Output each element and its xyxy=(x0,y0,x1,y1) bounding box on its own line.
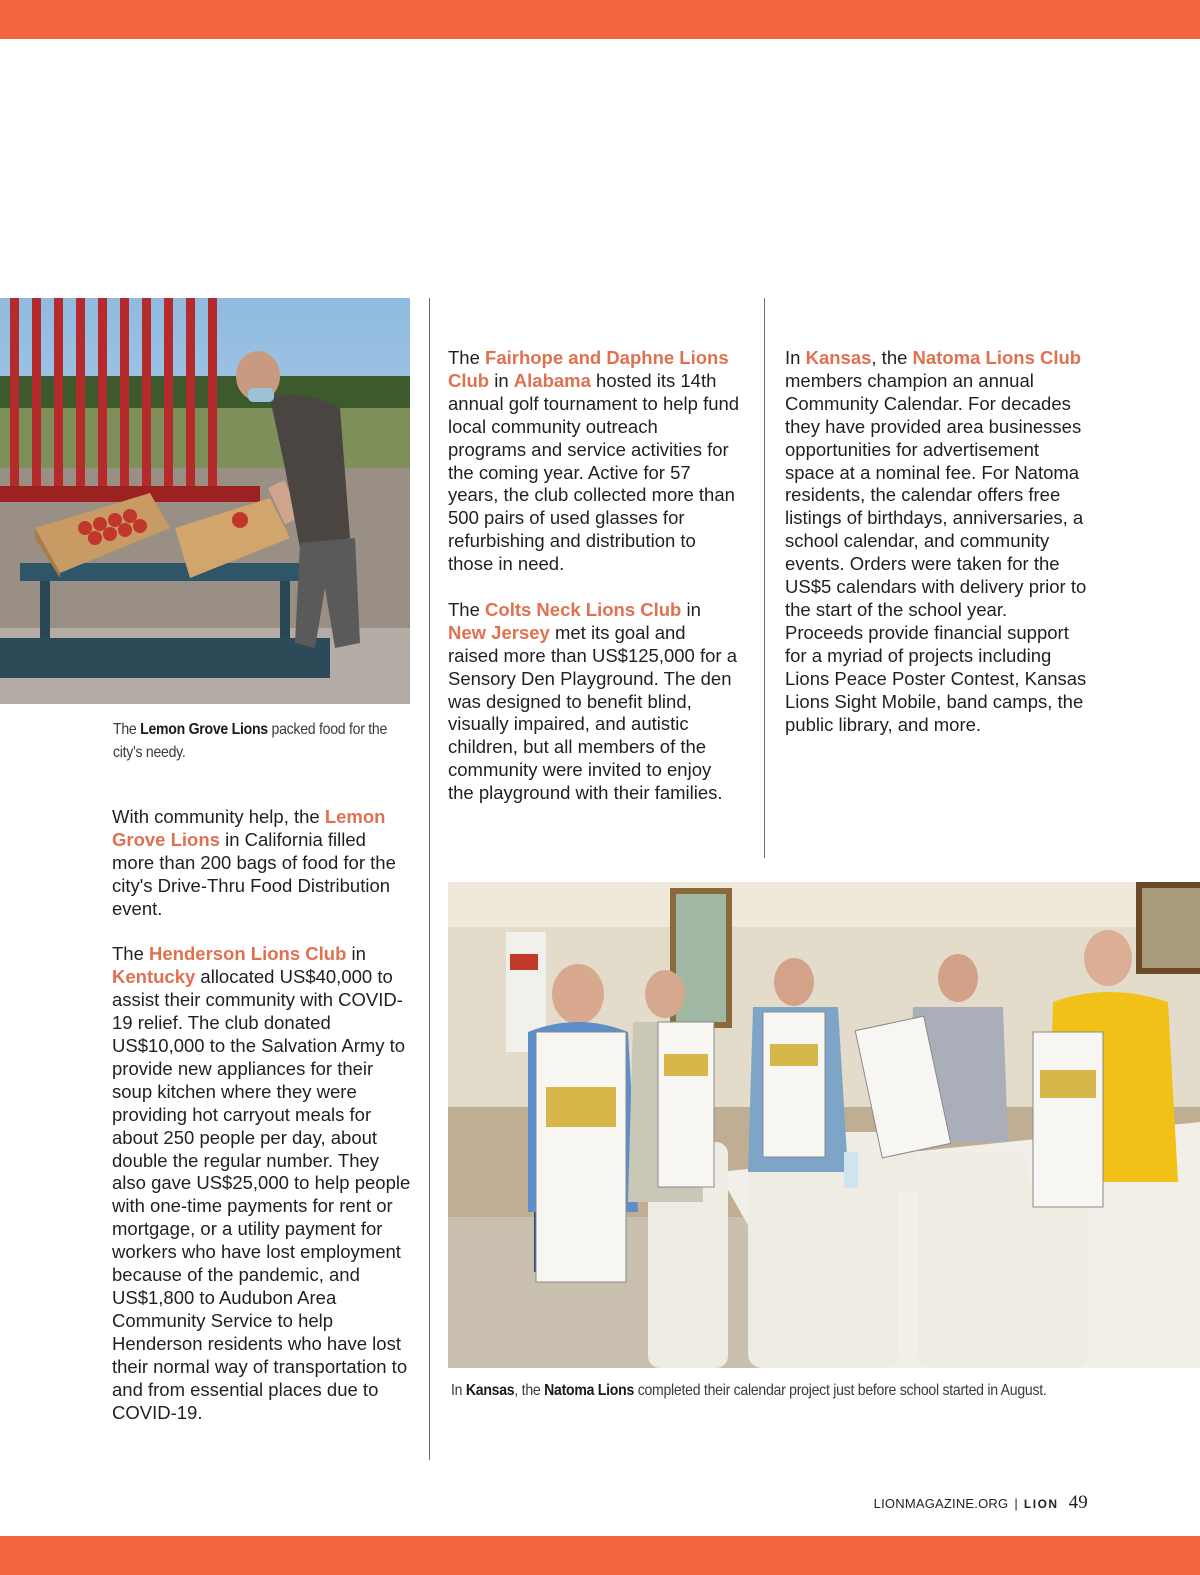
article-fairhope-daphne: The Fairhope and Daphne Lions Club in Alabama hosted its 14th annual golf tournament to help fund local community outreach programs and service activities for the coming year. Active for 57 years, the club collected more than 500 pairs of used glasses for refurbishing and distribution to those in need. xyxy=(448,347,740,575)
article-natoma: In Kansas, the Natoma Lions Club members champion an annual Community Calendar. For decades they have provided area businesses opportunities for advertisement space at a nominal fee. For Natoma residents, the calendar offers free listings of birthdays, anniversaries, a school calendar, and community events. Orders were taken for the US$5 calendars with delivery prior to the start of the school year. Proceeds provide financial support for a myriad of projects including Lions Peace Poster Contest, Kansas Lions Sight Mobile, band camps, the public library, and more. xyxy=(785,347,1087,735)
club-name: Fairhope and Daphne Lions Club xyxy=(448,347,729,391)
state-name: Kentucky xyxy=(112,966,196,988)
club-name: Henderson Lions Club xyxy=(149,943,347,965)
top-accent-bar xyxy=(0,0,1200,39)
column-divider-right xyxy=(764,298,765,858)
folio-site: LIONMAGAZINE.ORG xyxy=(873,1496,1009,1511)
club-name: Lemon Grove Lions xyxy=(112,806,386,850)
article-lemon-grove: With community help, the Lemon Grove Lions in California filled more than 200 bags of food for the city's Drive-Thru Food Distribution event. xyxy=(112,806,396,919)
photo-lemon-grove-lions xyxy=(0,298,410,704)
column-one-text xyxy=(112,806,412,1447)
column-three-text xyxy=(785,347,1087,759)
page-folio xyxy=(874,1492,1088,1514)
state-name: New Jersey xyxy=(448,621,550,643)
folio-brand: LION xyxy=(1023,1497,1059,1511)
article-henderson: The Henderson Lions Club in Kentucky allocated US$40,000 to assist their community with COVID-19 relief. The club donated US$10,000 to the Salvation Army to provide new appliances for their soup kitchen where they were providing hot carryout meals for about 250 people per day, about double the regular number. They also gave US$25,000 to help people with one-time payments for rent or mortgage, or a utility payment for workers who have lost employment because of the pandemic, and US$1,800 to Audubon Area Community Service to help Henderson residents who have lost their normal way of transportation to and from essential places due to COVID-19. xyxy=(112,943,411,1423)
column-divider-left xyxy=(429,298,430,1460)
state-name: Kansas xyxy=(805,347,872,368)
state-name: Alabama xyxy=(513,369,591,391)
folio-separator: | xyxy=(1014,1496,1018,1511)
club-name: Colts Neck Lions Club xyxy=(485,598,682,620)
club-name: Natoma Lions Club xyxy=(912,347,1082,368)
column-two-text xyxy=(448,347,740,828)
photo-natoma-lions-calendars xyxy=(448,882,1200,1368)
article-colts-neck: The Colts Neck Lions Club in New Jersey met its goal and raised more than US$125,000 for a Sensory Den Playground. The den was designed to benefit blind, visually impaired, and autistic children, but all members of the community were invited to enjoy the playground with their families. xyxy=(448,598,737,804)
bottom-accent-bar xyxy=(0,1536,1200,1575)
page-number: 49 xyxy=(1068,1492,1088,1513)
photo-caption-natoma: In Kansas, the Natoma Lions completed their calendar project just before school started in August. xyxy=(451,1382,1047,1399)
photo-caption-lemon-grove: The Lemon Grove Lions packed food for the city's needy. xyxy=(113,721,388,761)
